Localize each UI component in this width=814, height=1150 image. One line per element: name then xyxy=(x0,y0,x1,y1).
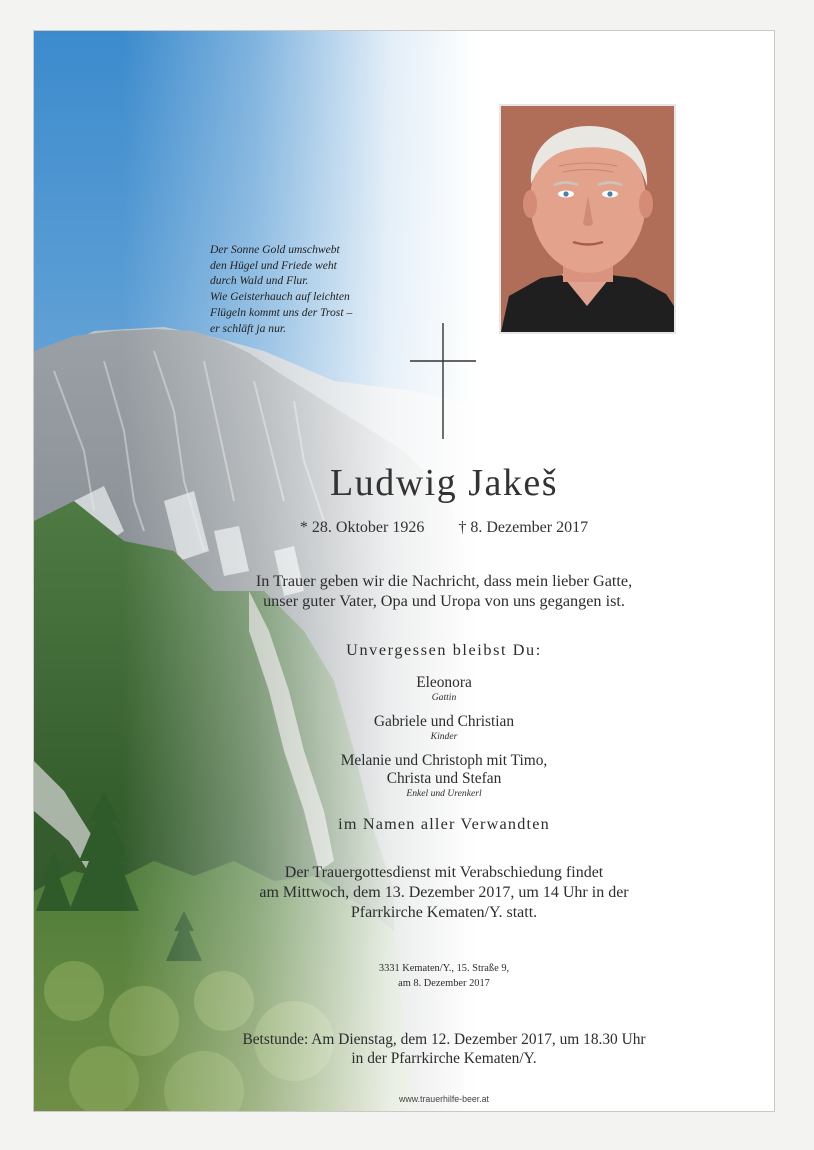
life-dates xyxy=(184,519,704,537)
address-block xyxy=(184,962,704,991)
address-line: 3331 Kematen/Y., 15. Straße 9, xyxy=(378,963,510,974)
unvergessen-heading: Unvergessen bleibst Du: xyxy=(346,641,542,659)
mourner-grandchildren-relation: Enkel und Urenkerl xyxy=(406,788,482,799)
footer-url: www.trauerhilfe-beer.at xyxy=(399,1094,489,1104)
parte-card xyxy=(33,30,775,1112)
announcement-line: unser guter Vater, Opa und Uropa von uns gegangen ist. xyxy=(263,592,625,610)
poem-line: er schläft ja nur. xyxy=(210,321,287,335)
mourner-children-name: Gabriele und Christian xyxy=(373,713,515,730)
service-line: am Mittwoch, dem 13. Dezember 2017, um 14 Uhr in der xyxy=(259,884,629,901)
mourners-list xyxy=(184,674,704,809)
poem-line: den Hügel und Friede weht xyxy=(210,258,337,272)
prayer-line: Betstunde: Am Dienstag, dem 12. Dezember 2017, um 18.30 Uhr xyxy=(242,1031,646,1048)
relatives-line: im Namen aller Verwandten xyxy=(338,815,550,833)
prayer-line: in der Pfarrkirche Kematen/Y. xyxy=(351,1050,537,1067)
poem-line: durch Wald und Flur. xyxy=(210,274,309,288)
cross-icon xyxy=(410,323,476,439)
poem xyxy=(210,242,410,336)
mourner-spouse-name: Eleonora xyxy=(416,674,472,691)
portrait-photo xyxy=(499,104,676,334)
prayer-hour xyxy=(184,1030,704,1068)
deceased-name: Ludwig Jakeš xyxy=(329,462,559,504)
poem-line: Der Sonne Gold umschwebt xyxy=(210,243,340,256)
mourner-children-relation: Kinder xyxy=(430,731,458,742)
birth-date: * 28. Oktober 1926 xyxy=(299,519,425,536)
service-line: Pfarrkirche Kematen/Y. statt. xyxy=(350,904,538,921)
mourner-grandchildren-line1: Melanie und Christoph mit Timo, xyxy=(340,752,548,769)
funeral-service xyxy=(184,863,704,923)
mourner-grandchildren-line2: Christa und Stefan xyxy=(386,770,502,787)
announcement xyxy=(184,571,704,611)
death-date: † 8. Dezember 2017 xyxy=(458,519,589,536)
service-line: Der Trauergottesdienst mit Verabschiedung findet xyxy=(284,864,604,881)
poem-line: Flügeln kommt uns der Trost – xyxy=(210,305,353,319)
portrait-illustration xyxy=(501,106,674,332)
poem-line: Wie Geisterhauch auf leichten xyxy=(210,290,350,304)
mourner-spouse-relation: Gattin xyxy=(431,692,457,703)
address-date: am 8. Dezember 2017 xyxy=(398,977,490,989)
announcement-line: In Trauer geben wir die Nachricht, dass mein lieber Gatte, xyxy=(255,572,633,590)
